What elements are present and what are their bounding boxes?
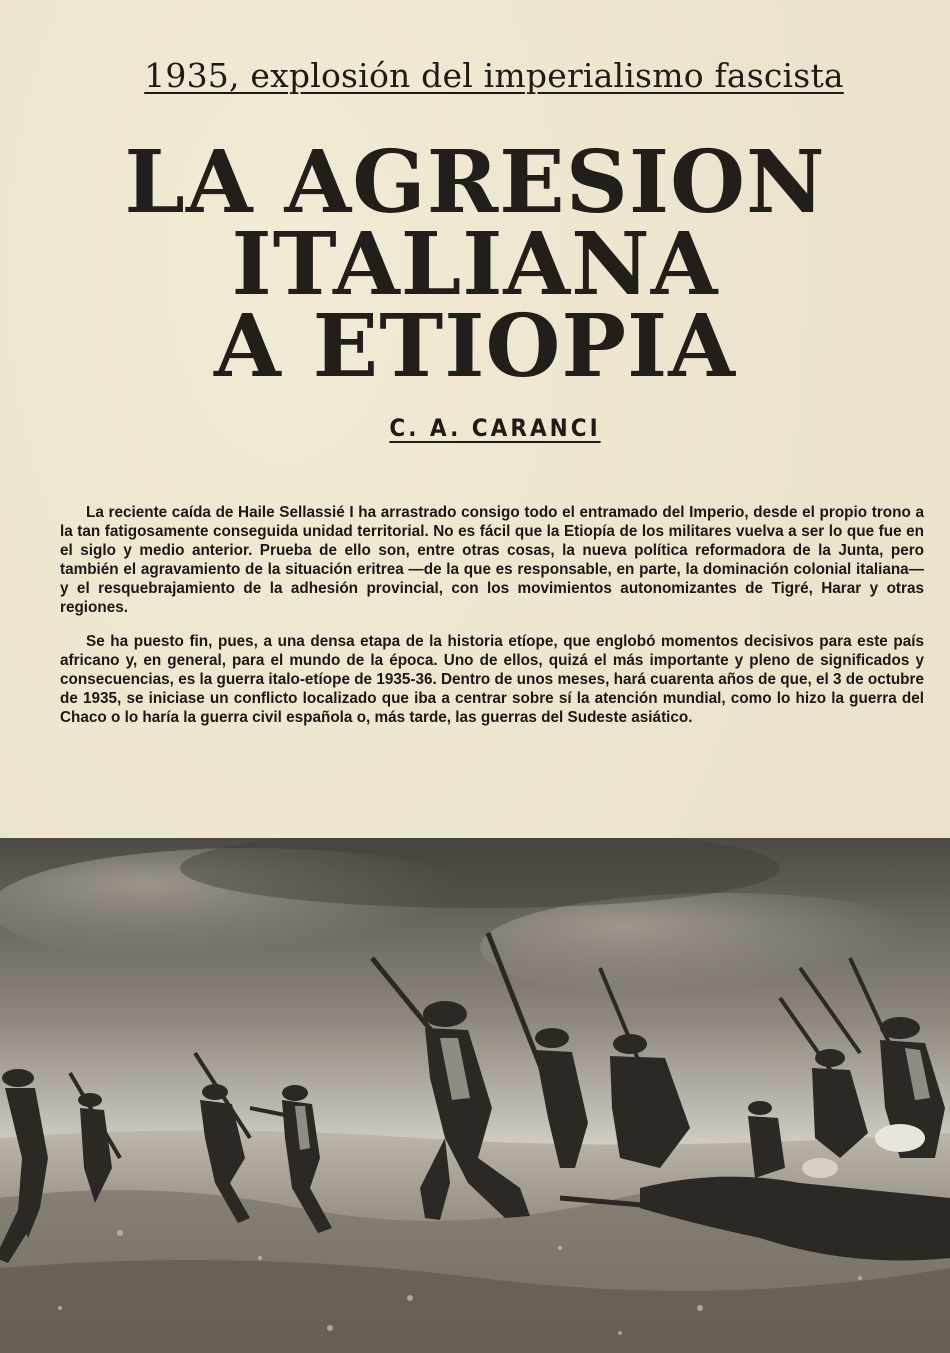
title-line-1: LA AGRESION bbox=[124, 132, 826, 233]
title-line-3: A ETIOPIA bbox=[214, 296, 736, 397]
photo-illustration bbox=[0, 838, 950, 1353]
author-byline bbox=[0, 414, 950, 442]
article-body bbox=[60, 503, 924, 741]
author-name: C. A. CARANCI bbox=[389, 414, 601, 442]
title-line-2: ITALIANA bbox=[231, 214, 719, 315]
paragraph-1: La reciente caída de Haile Sellassié I ha arrastrado consigo todo el entramado del Imperio, desde el propio trono a la tan fatigosamente conseguida unidad territorial. No es fácil que la Etiopía de los militares vuelva a ser lo que fue en el siglo y medio anterior. Prueba de ello son, entre otras cosas, la nueva política reformadora de la Junta, pero también el agravamiento de la situación eritrea —de la que es responsable, en parte, la dominación colonial italiana— y el resquebrajamiento de la adhesión provincial, con los movimientos autonomizantes de Tigré, Harar y otras regiones. bbox=[60, 504, 924, 617]
soldiers-advancing-photo bbox=[0, 838, 950, 1353]
article-kicker: 1935, explosión del imperialismo fascista bbox=[144, 56, 844, 95]
article-title bbox=[60, 132, 890, 397]
paragraph-2: Se ha puesto fin, pues, a una densa etapa de la historia etíope, que englobó momentos decisivos para este país africano y, en general, para el mundo de la época. Uno de ellos, quizá el más importante y pleno de significados y consecuencias, es la guerra italo-etíope de 1935-36. Dentro de unos meses, hará cuarenta años de que, el 3 de octubre de 1935, se iniciase un conflicto localizado que iba a centrar sobre sí la atención mundial, como lo hizo la guerra del Chaco o lo haría la guerra civil española o, más tarde, las guerras del Sudeste asiático. bbox=[60, 632, 924, 726]
